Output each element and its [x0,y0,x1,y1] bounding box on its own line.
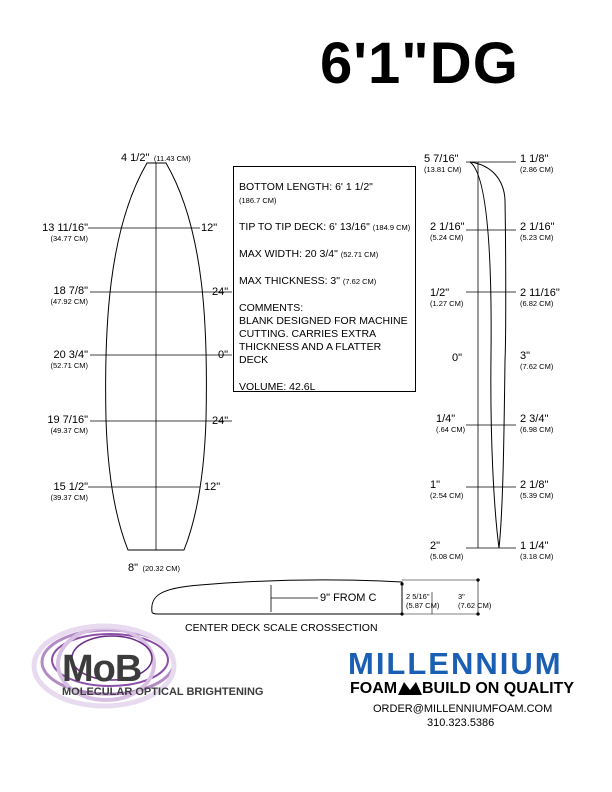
station-label-5: 12" [204,481,221,493]
rocker-right-4: 3" (7.62 CM) [520,350,554,371]
max-thickness: MAX THICKNESS: 3" (7.62 CM) [239,275,377,287]
rocker-left-1: 5 7/16" (13.81 CM) [424,153,462,174]
contact-email[interactable]: ORDER@MILLENNIUMFOAM.COM [373,703,553,715]
from-center-label: 9" FROM C [320,592,377,604]
rocker-left-6: 1" (2.54 CM) [430,479,464,500]
rocker-right-2: 2 1/16" (5.23 CM) [520,221,555,242]
max-width: MAX WIDTH: 20 3/4" (52.71 CM) [239,248,379,260]
station-label-3: 0" [218,349,229,361]
rocker-right-3: 2 11/16" (6.82 CM) [520,287,560,308]
rocker-left-5: 1/4" (.64 CM) [436,413,466,434]
rocker-right-1: 1 1/8" (2.86 CM) [520,153,554,174]
station-label-2: 24" [212,286,229,298]
foam-mark-icon [398,682,422,695]
millennium-logo: MILLENNIUM [348,646,563,681]
rocker-left-4: 0" [452,352,463,364]
tip-to-tip: TIP TO TIP DECK: 6' 13/16" (184.9 CM) [239,221,411,233]
rocker-bottom [470,162,506,548]
volume: VOLUME: 42.6L [239,381,316,393]
rail-thickness: 2 5/16" (5.87 CM) [406,592,440,610]
board-model-title: 6'1"DG [320,31,519,96]
width-label-3: 20 3/4" (52.71 CM) [50,349,88,370]
specs-box [233,166,416,392]
foam-tagline-left: FOAM [350,680,398,697]
rocker-right-6: 2 1/8" (5.39 CM) [520,479,554,500]
width-label-2: 18 7/8" (47.92 CM) [50,285,88,306]
rocker-right-5: 2 3/4" (6.98 CM) [520,413,554,434]
width-label-5: 15 1/2" (39.37 CM) [50,481,88,502]
foam-tagline-right: BUILD ON QUALITY [422,680,574,697]
contact-phone[interactable]: 310.323.5386 [427,717,495,729]
tail-width: 8" (20.32 CM) [128,562,180,574]
rocker-left-2: 2 1/16" (5.24 CM) [430,221,465,242]
station-label-4: 24" [212,415,229,427]
width-label-4: 19 7/16" (49.37 CM) [47,414,88,435]
center-thickness: 3" (7.62 CM) [458,592,492,610]
station-label-1: 12" [201,222,218,234]
rocker-left-7: 2" (5.08 CM) [430,540,464,561]
crosssection-caption: CENTER DECK SCALE CROSSECTION [185,622,378,634]
rocker-right-7: 1 1/4" (3.18 CM) [520,540,554,561]
width-label-1: 13 11/16" (34.77 CM) [42,222,88,243]
mob-logo-text: MOLECULAR OPTICAL BRIGHTENING [62,686,264,698]
rocker-deck [470,162,499,548]
mob-logo-letters: MoB [62,648,142,690]
comments-label: COMMENTS: [239,302,304,314]
bottom-length: BOTTOM LENGTH: 6' 1 1/2" (186.7 CM) [239,181,373,205]
rocker-left-3: 1/2" (1.27 CM) [430,287,464,308]
nose-width: 4 1/2" (11.43 CM) [121,152,191,164]
comments-text: BLANK DESIGNED FOR MACHINE CUTTING. CARRIES EXTRA THICKNESS AND A FLATTER DECK [239,315,408,366]
